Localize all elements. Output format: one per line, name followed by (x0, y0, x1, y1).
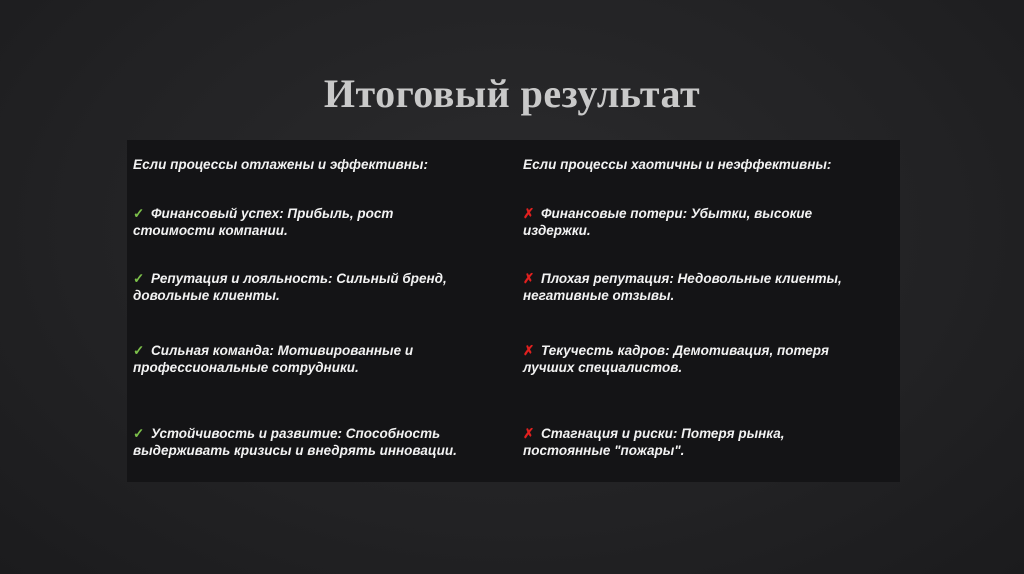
list-item (133, 342, 463, 376)
list-item (133, 205, 433, 239)
list-item (133, 270, 493, 304)
right-column-header: Если процессы хаотичны и неэффективны: (523, 157, 832, 172)
item-text: Финансовые потери: Убытки, высокие издержки. (523, 206, 813, 238)
check-icon: ✓ (133, 343, 145, 358)
list-item (523, 425, 823, 459)
list-item (523, 270, 888, 304)
item-text: Сильная команда: Мотивированные и профессиональные сотрудники. (133, 343, 414, 375)
list-item (523, 205, 853, 239)
item-text: Устойчивость и развитие: Способность выдерживать кризисы и внедрять инновации. (133, 426, 457, 458)
page-title: Итоговый результат (323, 71, 701, 116)
cross-icon: ✗ (523, 206, 535, 221)
item-text: Репутация и лояльность: Сильный бренд, довольные клиенты. (133, 271, 447, 303)
comparison-table (127, 140, 900, 482)
item-text: Финансовый успех: Прибыль, рост стоимости компании. (133, 206, 394, 238)
check-icon: ✓ (133, 426, 145, 441)
cross-icon: ✗ (523, 271, 535, 286)
cross-icon: ✗ (523, 343, 535, 358)
item-text: Текучесть кадров: Демотивация, потеря лучших специалистов. (523, 343, 829, 375)
check-icon: ✓ (133, 271, 145, 286)
item-text: Плохая репутация: Недовольные клиенты, негативные отзывы. (523, 271, 842, 303)
list-item (523, 342, 873, 376)
left-column-header: Если процессы отлажены и эффективны: (133, 157, 428, 172)
list-item (133, 425, 508, 459)
check-icon: ✓ (133, 206, 145, 221)
cross-icon: ✗ (523, 426, 535, 441)
item-text: Стагнация и риски: Потеря рынка, постоянные "пожары". (523, 426, 785, 458)
